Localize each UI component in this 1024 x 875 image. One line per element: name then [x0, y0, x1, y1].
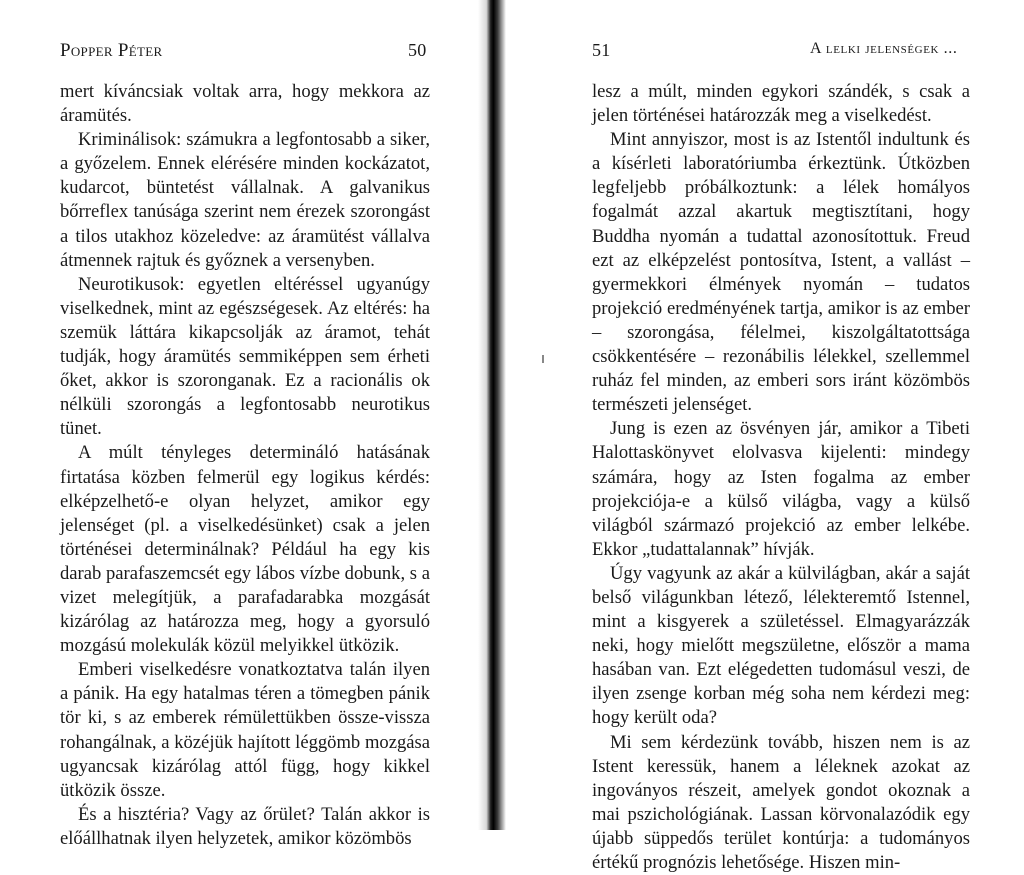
- paragraph: Mint annyiszor, most is az Istentől indultunk és a kísérleti laboratóriumba érkeztünk. Útközben legfeljebb próbálkoztunk: a lélek homályos fogalmát azzal akartuk megtisztítani, hogy Buddha nyomán a tudattal azonosítottuk. Freud ezt az elképzelést pontosítva, Istent, a vallást – gyermekkori élmények nyomán – tudatos projekció eredményének tartja, amikor is az ember – szorongása, félelmei, kiszolgáltatottsága csökkentésére – rezonábilis lélekkel, szellemmel ruház fel minden, az emberi sors iránt közömbös természeti jelenséget.: [592, 129, 970, 416]
- running-head-chapter: A lelki jelenségek ...: [810, 40, 958, 57]
- right-page-body: [592, 80, 970, 875]
- paragraph: És a hisztéria? Vagy az őrület? Talán akkor is előállhatnak ilyen helyzetek, amikor közömbös: [60, 803, 430, 849]
- paragraph: A múlt tényleges determináló hatásának firtatása közben felmerül egy logikus kérdés: elképzelhető-e olyan helyzet, amikor egy jelenséget (pl. a viselkedésünket) csak a jelen történései determinálnak? Például ha egy kis darab parafaszemcsét egy lábos vízbe dobunk, s a vizet melegítjük, a parafadarabka mozgását kizárólag az határozza meg, hogy a gyorsuló mozgású molekulák közül melyikkel ütközik.: [60, 442, 430, 657]
- paragraph: Úgy vagyunk az akár a külvilágban, akár a saját belső világunkban létező, lélekteremtő Istennel, mint a kisgyerek a születéssel. Elmagyarázzák neki, hogy mielőtt megszületne, először a mama hasában van. Ezt elégedetten tudomásul veszi, de ilyen zsenge korban még soha nem kérdezi meg: hogy került oda?: [592, 562, 970, 729]
- book-spine-gutter: [478, 0, 506, 830]
- paragraph: Mi sem kérdezünk tovább, hiszen nem is az Istent keressük, hanem a léleknek azokat az ingoványos részeit, amelyek gondot okoznak a mai pszichológiának. Lassan körvonalazódik egy újabb süppedős terület kontúrja: a tudományos értékű prognózis lehetősége. Hiszen min-: [592, 731, 970, 873]
- running-head-author: Popper Péter: [60, 40, 163, 61]
- left-page-body: [60, 80, 430, 851]
- left-page: [0, 0, 490, 849]
- page-number-left: 50: [408, 40, 427, 60]
- page-number-right: 51: [592, 40, 611, 60]
- right-page: [510, 0, 1024, 873]
- paragraph: Emberi viselkedésre vonatkoztatva talán ilyen a pánik. Ha egy hatalmas téren a tömegben pánik tör ki, s az emberek rémülettükben össze-vissza rohangálnak, a közéjük hajított léggömb mozgása ugyancsak kizárólag attól függ, hogy kikkel ütközik össze.: [60, 659, 430, 801]
- paragraph: Neurotikusok: egyetlen eltéréssel ugyanúgy viselkednek, mint az egészségesek. Az eltérés: ha szemük láttára kikapcsolják az áramot, tehát tudják, hogy áramütés semmiképpen sem érheti őket, akkor is szoronganak. Ez a racionális ok nélküli szorongás a legfontosabb neurotikus tünet.: [60, 273, 430, 440]
- paragraph: mert kíváncsiak voltak arra, hogy mekkora az áramütés.: [60, 81, 430, 127]
- paragraph: lesz a múlt, minden egykori szándék, s csak a jelen történései határozzák meg a viselkedést.: [592, 81, 970, 127]
- scan-speck: [542, 355, 544, 363]
- paragraph: Kriminálisok: számukra a legfontosabb a siker, a győzelem. Ennek elérésére minden kockázatot, kudarcot, büntetést vállalnak. A galvanikus bőrreflex tanúsága szerint nem érezek szorongást a tilos utakhoz közeledve: az áramütést vállalva átmennek rajtuk és győznek a versenyben.: [60, 129, 430, 271]
- paragraph: Jung is ezen az ösvényen jár, amikor a Tibeti Halottaskönyvet elolvasva kijelenti: mindegy számára, hogy az Isten fogalma az ember projekciója-e a külső világba, vagy a külső világból származó projekció az ember lelkébe. Ekkor „tudattalannak” hívják.: [592, 418, 970, 560]
